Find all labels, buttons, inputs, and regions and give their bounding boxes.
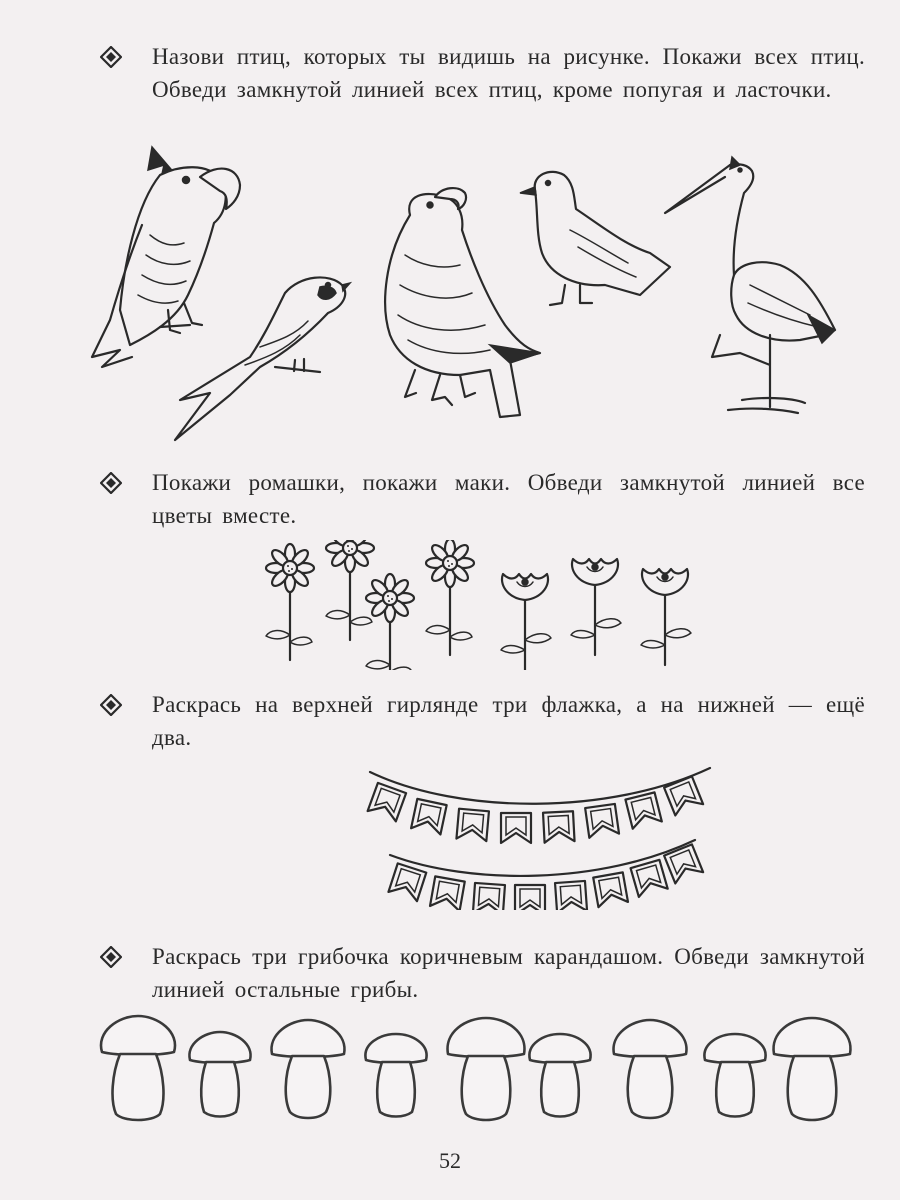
- mushroom-8: [704, 1034, 765, 1117]
- mushroom-7: [614, 1020, 687, 1118]
- top-garland: [368, 768, 710, 843]
- birds-illustration: [80, 135, 850, 450]
- bottom-garland: [388, 840, 703, 910]
- swallow-picture: [175, 277, 350, 440]
- page-number: 52: [439, 1148, 461, 1173]
- task-4-text: Раскрась три грибочка коричневым карандашом. Обведи замкнутой линией остальные грибы.: [152, 944, 865, 1002]
- task-2: [100, 466, 865, 532]
- garlands-illustration: [360, 760, 720, 910]
- mushroom-3: [272, 1020, 345, 1118]
- diamond-bullet-icon: [100, 46, 122, 68]
- task-1-text: Назови птиц, которых ты видишь на рисунке. Покажи всех птиц. Обведи замкнутой линией всех птиц, кроме попугая и ласточки.: [152, 44, 865, 102]
- task-3: [100, 688, 865, 754]
- eagle-picture: [385, 188, 540, 417]
- mushrooms-illustration: [90, 1012, 860, 1130]
- diamond-bullet-icon: [100, 946, 122, 968]
- dove-picture: [520, 172, 670, 305]
- task-3-text: Раскрась на верхней гирлянде три флажка, а на нижней — ещё два.: [152, 692, 865, 750]
- diamond-bullet-icon: [100, 472, 122, 494]
- mushroom-4: [365, 1034, 426, 1117]
- task-1: [100, 40, 865, 106]
- mushroom-2: [189, 1032, 250, 1117]
- flowers-illustration: [250, 540, 700, 670]
- mushroom-6: [529, 1034, 590, 1117]
- mushroom-1: [101, 1016, 175, 1120]
- task-2-text: Покажи ромашки, покажи маки. Обведи замкнутой линией все цветы вместе.: [152, 470, 865, 528]
- diamond-bullet-icon: [100, 694, 122, 716]
- mushroom-9: [774, 1018, 851, 1120]
- parrot-picture: [92, 147, 240, 367]
- task-4: [100, 940, 865, 1006]
- mushroom-5: [448, 1018, 525, 1120]
- heron-picture: [665, 157, 835, 413]
